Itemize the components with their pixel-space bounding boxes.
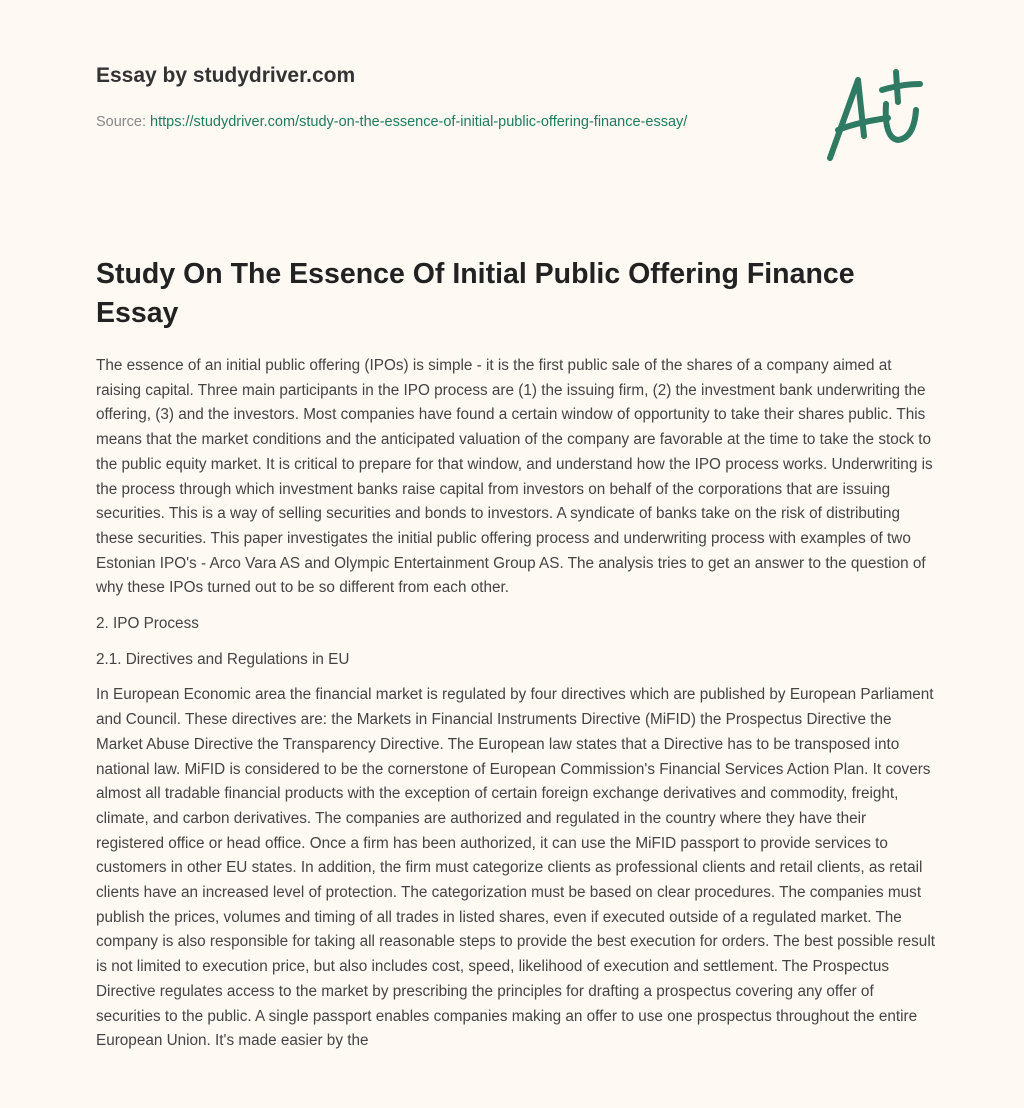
a-plus-logo-icon	[818, 66, 928, 166]
source-link[interactable]: https://studydriver.com/study-on-the-essence-of-initial-public-offering-finance-essay/	[150, 114, 688, 130]
site-title: Essay by studydriver.com	[96, 64, 356, 87]
article-body	[96, 354, 938, 1065]
source-line	[96, 111, 756, 133]
subsection-heading: 2.1. Directives and Regulations in EU	[96, 650, 350, 668]
article-title: Study On The Essence Of Initial Public Offering Finance Essay	[96, 258, 855, 329]
intro-paragraph: The essence of an initial public offering (IPOs) is simple - it is the first public sale of the shares of a company aimed at raising capital. Three main participants in the IPO process are (1) the issuing firm, (2) the investment bank underwriting the offering, (3) and the investors. Most companies have found a certain window of opportunity to take their shares public. This means that the market conditions and the anticipated valuation of the company are favorable at the time to take the stock to the public equity market. It is critical to prepare for that window, and understand how the IPO process works. Underwriting is the process through which investment banks raise capital from investors on behalf of the corporations that are issuing securities. This is a way of selling securities and bonds to investors. A syndicate of banks take on the risk of distributing these securities. This paper investigates the initial public offering process and underwriting process with examples of two Estonian IPO's - Arco Vara AS and Olympic Entertainment Group AS. The analysis tries to get an answer to the question of why these IPOs turned out to be so different from each other.	[96, 357, 933, 597]
section-heading: 2. IPO Process	[96, 615, 199, 633]
body-paragraph: In European Economic area the financial market is regulated by four directives which are published by European Parliament and Council. These directives are: the Markets in Financial Instruments Directive (MiFID) the Prospectus Directive the Market Abuse Directive the Transparency Directive. The European law states that a Directive has to be transposed into national law. MiFID is considered to be the cornerstone of European Commission's Financial Services Action Plan. It covers almost all tradable financial products with the exception of certain foreign exchange derivatives and commodity, freight, climate, and carbon derivatives. The companies are authorized and regulated in the country where they have their registered office or head office. Once a firm has been authorized, it can use the MiFID passport to provide services to customers in other EU states. In addition, the firm must categorize clients as professional clients and retail clients, as retail clients have an increased level of protection. The categorization must be based on clear procedures. The companies must publish the prices, volumes and timing of all trades in listed shares, even if executed outside of a regulated market. The company is also responsible for taking all reasonable steps to provide the best execution for orders. The best possible result is not limited to execution price, but also includes cost, speed, likelihood of execution and settlement. The Prospectus Directive regulates access to the market by prescribing the principles for drafting a prospectus covering any offer of securities to the public. A single passport enables companies making an offer to use one prospectus throughout the entire European Union. It's made easier by the	[96, 686, 935, 1050]
source-label: Source:	[96, 114, 146, 130]
